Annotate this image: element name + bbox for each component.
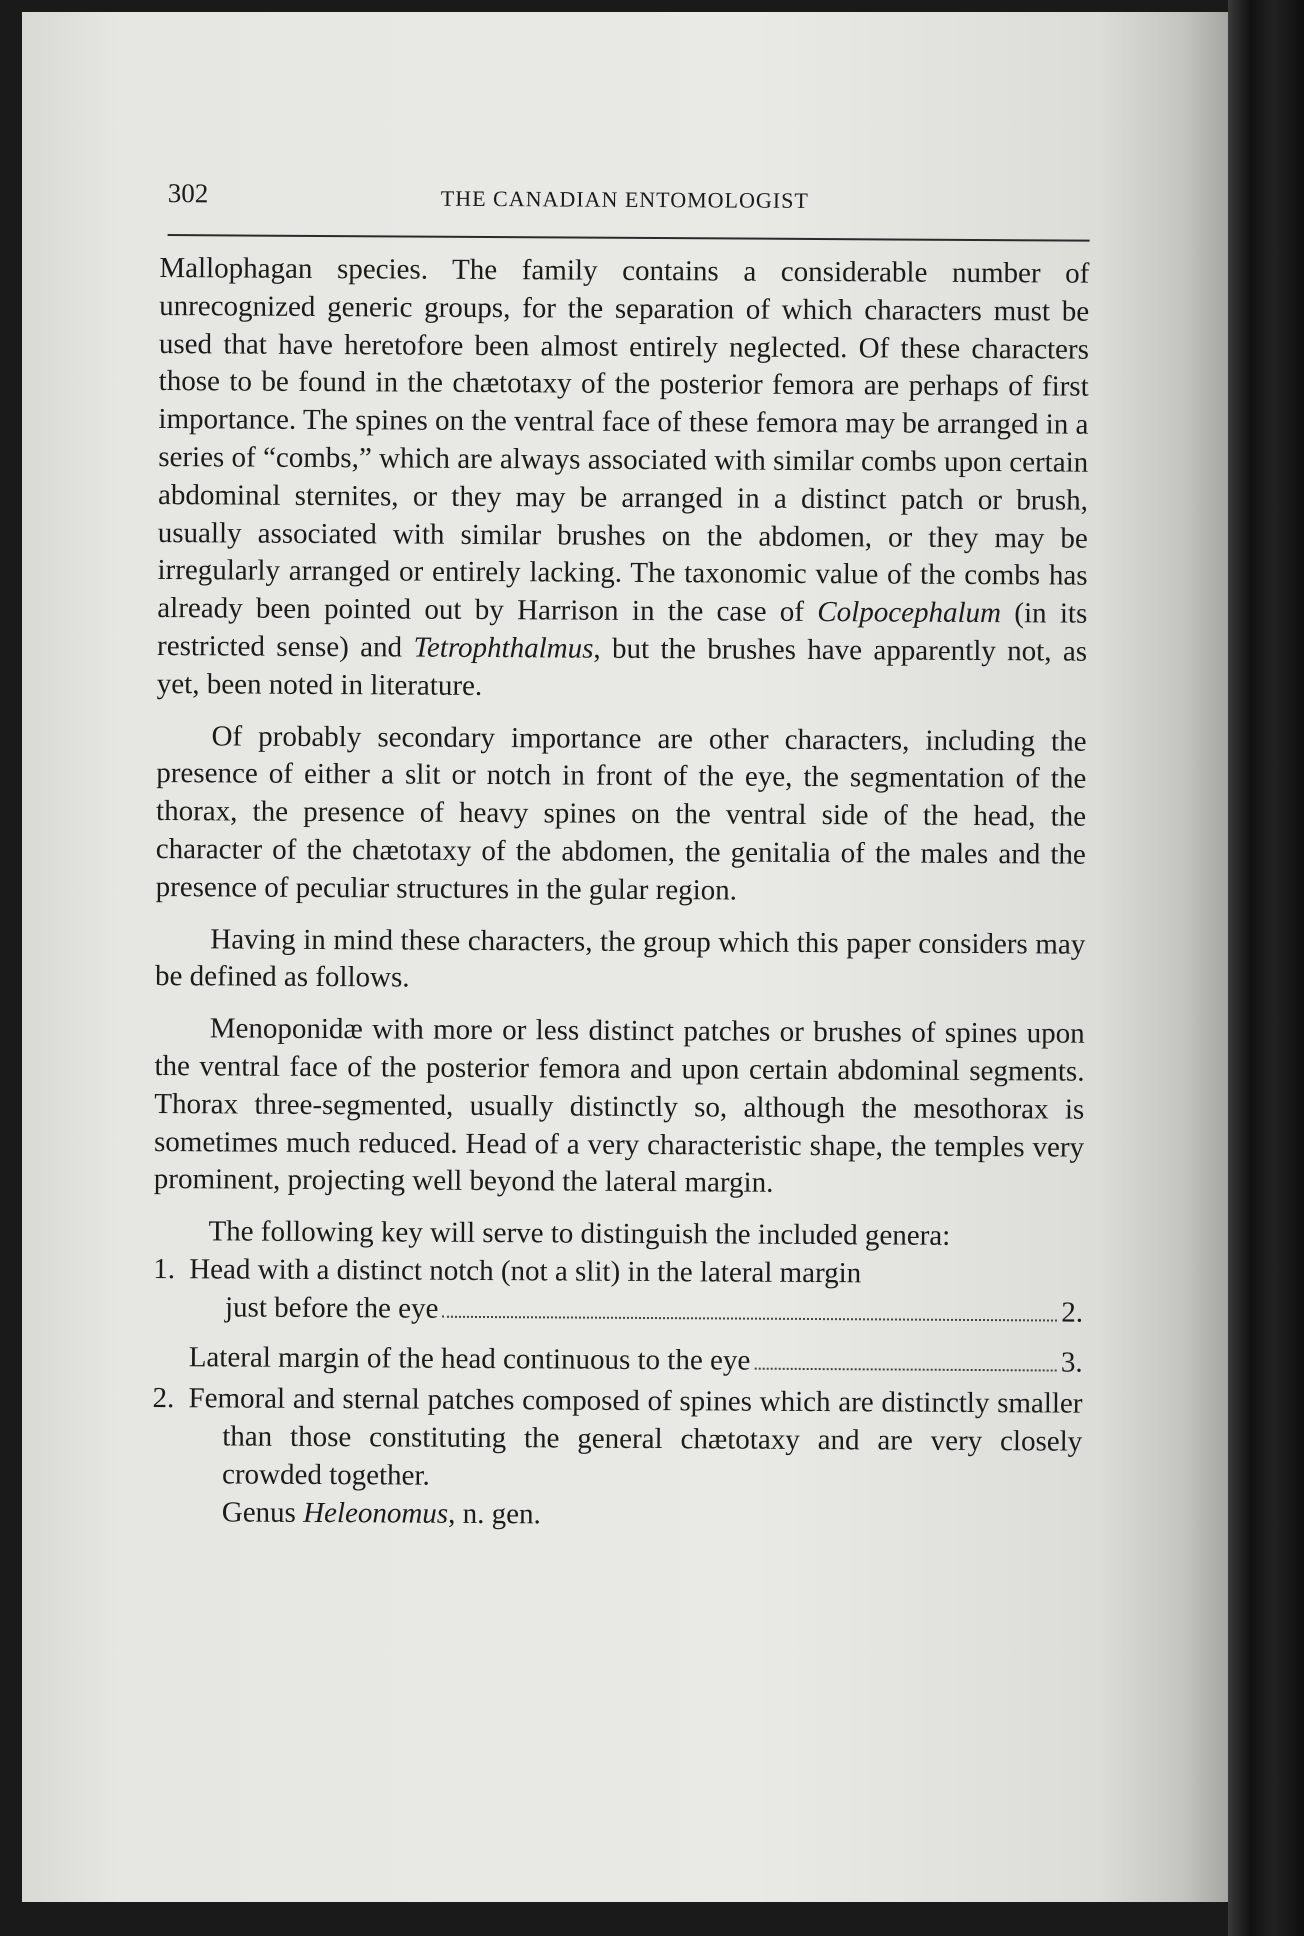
key-item-1-ref: 2. [1061,1296,1084,1329]
paragraph-2: Of probably secondary importance are other characters, including the presence of either a slit or notch in front of the eye, the segmentation of the thorax, the presence of heavy spines on the ventral side of the head, the character of the chætotaxy of the abdomen, the genitalia of the males and the presence of peculiar structures in the gular region. [155,719,1087,907]
leader-dots [754,1367,1057,1371]
key-item-1b-text: Lateral margin of the head continuous to the eye [188,1340,751,1377]
key-item-2-number: 2. [152,1382,175,1415]
key-item-1b [153,1338,1083,1381]
genus-tetrophthalmus: Tetrophthalmus [413,631,594,665]
genus-line [152,1494,1082,1537]
key-item-1-continuation [153,1289,1083,1332]
page-number: 302 [167,178,209,209]
genus-suffix: , n. gen. [448,1497,541,1531]
paragraph-1-text: Mallophagan species. The family contains a considerable number of unrecognized generic groups, for the separation of which characters must be used that have heretofore been almost entirely neglected. Of these characters those to be found in the chætotaxy of the posterior femora are perhaps of first importance. The spines on the ventral face of these femora may be arranged in a series of “combs,” which are always associated with similar combs upon certain abdominal sternites, or they may be arranged in a distinct patch or brush, usually associated with similar brushes on the abdomen, or they may be irregularly arranged or entirely lacking. The taxonomic value of the combs has already been pointed out by Harrison in the case of [157,251,1090,629]
leader-dots [442,1315,1057,1321]
paragraph-3: Having in mind these characters, the group which this paper considers may be defined as follows. [154,922,1086,994]
key-item-2-text: Femoral and sternal patches composed of spines which are distinctly smaller than those constituting the general chætotaxy and are very closely crowded together. [188,1382,1083,1492]
header-rule [168,234,1090,242]
key-item-1 [153,1251,1083,1294]
page-content [152,170,1090,1537]
page-header [160,170,1090,228]
genus-name: Heleonomus [303,1496,449,1530]
running-head: THE CANADIAN ENTOMOLOGIST [440,185,809,213]
genus-colpocephalum: Colpocephalum [817,596,1002,630]
book-spine [1228,0,1304,1936]
key-item-1-cont-text: just before the eye [224,1291,439,1325]
paragraph-1 [157,250,1090,709]
genus-prefix: Genus [221,1496,304,1529]
key-item-2 [152,1380,1083,1499]
paragraph-1-end: , but the brushes have apparently not, as yet, been noted in literature. [156,632,1088,702]
key-item-1-number: 1. [153,1252,176,1286]
key-item-1-text: Head with a distinct notch (not a slit) in the lateral margin [189,1253,862,1290]
key-item-1b-ref: 3. [1060,1346,1083,1379]
paragraph-1-mid: (in its restricted sense) and [156,597,1088,664]
key-intro: The following key will serve to distinguish the included genera: [208,1215,951,1252]
paragraph-4: Menoponidæ with more or less distinct patches or brushes of spines upon the ventral face of the posterior femora and upon certain abdominal segments. Thorax three-segmented, usually distinctly so, although the mesothorax is sometimes much reduced. Head of a very characteristic shape, the temples very prominent, projecting well beyond the lateral margin. [153,1012,1085,1200]
